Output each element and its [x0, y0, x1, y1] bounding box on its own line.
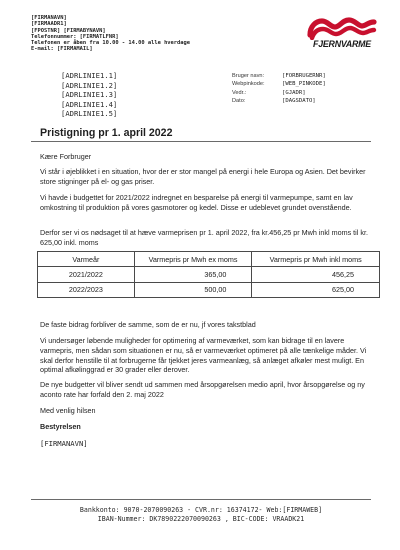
closing: Med venlig hilsen: [40, 406, 96, 415]
recipient-address: [61, 71, 117, 119]
customer-info-block: [232, 72, 326, 105]
info-row-date: [232, 97, 326, 105]
title-divider: [31, 141, 371, 142]
table-header: Varmepris pr Mwh inkl moms: [252, 252, 380, 267]
info-row-webpin: [232, 80, 326, 88]
sender-opening-hours: Telefonen er åben fra 10.00 - 14.00 alle hverdage: [31, 40, 191, 47]
sender-company-name: [FIRMANAVN]: [31, 15, 67, 21]
footer-bank-line: Bankkonto: 9070-2070090263 - CVR.nr: 16374172- Web:[FIRMAWEB]: [79, 506, 323, 514]
address-line: [ADRLINIE1.4]: [61, 99, 118, 109]
table-row: [38, 267, 380, 282]
paragraph-fixed-fees: De faste bidrag forbliver de samme, som de er nu, jf vores takstblad: [40, 320, 256, 329]
company-name: [FIRMANAVN]: [40, 439, 88, 448]
info-row-regarding: [232, 89, 326, 97]
info-value: [DAGSDATO]: [282, 97, 316, 104]
fjernvarme-logo-icon: [302, 14, 382, 40]
table-header: Varmepris pr Mwh ex moms: [134, 252, 252, 267]
table-row: [38, 282, 380, 297]
salutation: Kære Forbruger: [40, 152, 92, 161]
address-line: [ADRLINIE1.5]: [61, 109, 118, 119]
paragraph-budget: Vi havde i budgettet for 2021/2022 indregnet en besparelse på energi til varmepumpe, samt en lav omkostning til produktion på vores gasmotorer og kedel. Disse er udeblevet grundet ovenstående.: [40, 193, 353, 212]
signature: Bestyrelsen: [40, 422, 81, 431]
paragraph-new-budgets: De nye budgetter vil bliver sendt ud sammen med årsopgørelsen medio april, hvor årsopgørelse og ny aconto rate har forfald den 2. maj 2022: [40, 380, 365, 399]
logo-text: FJERNVARME: [313, 39, 371, 49]
paragraph-energy-situation: Vi står i øjeblikket i en situation, hvor der er stor mangel på energi i hele Europa og Asien. Det bevirker store stigninger på el- og gas priser.: [40, 167, 366, 186]
info-label: Vedr.:: [232, 89, 247, 96]
footer-divider: [31, 499, 371, 500]
address-line: [ADRLINIE1.2]: [61, 80, 118, 90]
info-value: [WEB_PINKODE]: [282, 81, 326, 88]
table-header: Varmeår: [38, 252, 135, 267]
sender-email: E-mail: [FIRMAMAIL]: [31, 46, 93, 53]
table-cell-year: 2022/2023: [38, 282, 135, 297]
footer: [31, 506, 371, 523]
address-line: [ADRLINIE1.1]: [61, 71, 118, 80]
paragraph-price-increase: Derfor ser vi os nødsaget til at hæve varmeprisen pr 1. april 2022, fra kr.456,25 pr Mwh inkl moms til kr. 625,00 inkl. moms: [40, 228, 368, 247]
info-value: [GJADR]: [282, 89, 306, 96]
info-label: Bruger navn:: [232, 73, 265, 79]
price-table: [37, 251, 380, 298]
info-value: [FORBRUGERNR]: [282, 73, 326, 79]
table-header-row: [38, 252, 380, 267]
sender-postal-line: [FPOSTNR] [FIRMABYNAVN]: [31, 27, 106, 34]
company-logo: [302, 14, 382, 48]
sender-block: [31, 15, 271, 53]
table-cell-year: 2021/2022: [38, 267, 135, 282]
table-cell-inkl-moms: 625,00: [252, 282, 380, 297]
info-row-username: [232, 72, 326, 80]
info-label: Dato:: [232, 97, 246, 104]
sender-address-line: [FIRMAADR1]: [31, 21, 67, 28]
table-cell-inkl-moms: 456,25: [252, 267, 380, 282]
letter-title: Pristigning pr 1. april 2022: [40, 127, 173, 139]
footer-iban-line: IBAN-Nummer: DK7890222070090263 , BIC-CODE: VRAADK21: [97, 514, 305, 523]
paragraph-optimization: Vi undersøger løbende muligheder for optimering af varmeværket, som kan bidrage til en lavere varmepris, men sådan som situationen er nu, så er varmeværket optimeret på alle tænkelige måder. Vi skal derfor henstille til at forbrugerne får tjekket jeres varmeanlæg, så anlæget afkøler mest muligt. En optimal afkølinggrad er 30 grader eller derover.: [40, 336, 367, 375]
sender-phone: Telefonnummer: [FIRMATLFNR]: [31, 33, 119, 40]
table-cell-ex-moms: 500,00: [134, 282, 252, 297]
address-line: [ADRLINIE1.3]: [61, 90, 118, 100]
table-cell-ex-moms: 365,00: [134, 267, 252, 282]
info-label: Webpinkode:: [232, 81, 265, 88]
